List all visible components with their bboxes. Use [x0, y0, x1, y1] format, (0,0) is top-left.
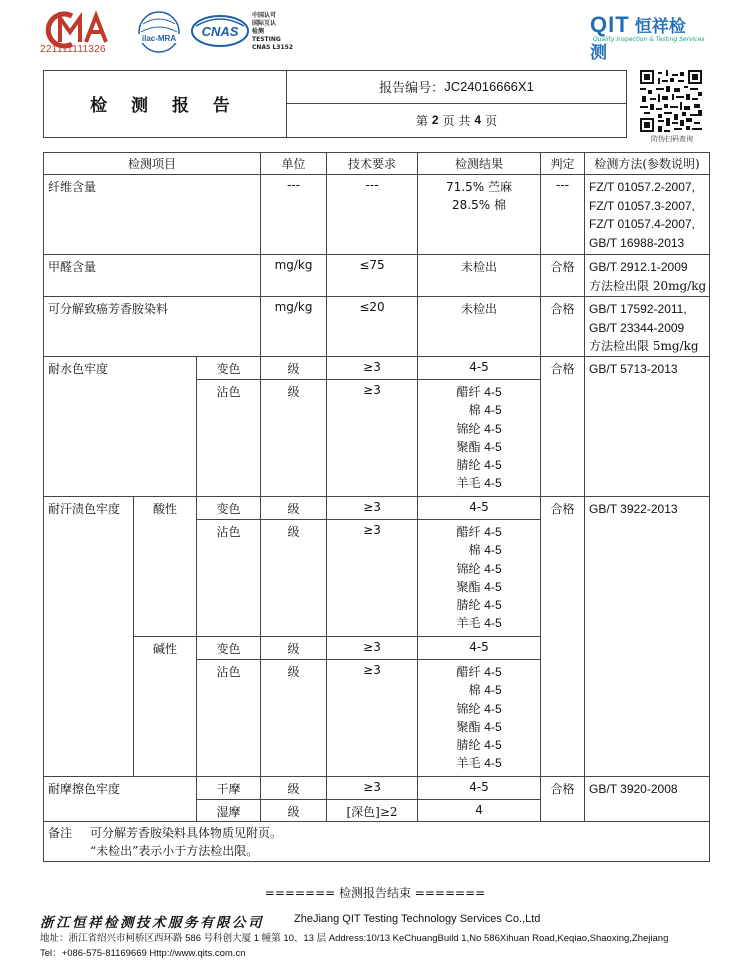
- notes-cell: [44, 822, 710, 862]
- method-cell: [585, 297, 710, 357]
- result-cell: 4: [418, 800, 541, 822]
- page-indicator: [287, 104, 626, 136]
- ilac-mra-logo: [133, 10, 185, 58]
- stain-item: [456, 523, 501, 541]
- item-fiber: 纤维含量: [44, 175, 261, 255]
- cnas-text: CNAS: [201, 24, 239, 39]
- stain-item: [456, 541, 501, 559]
- grade: 4-5: [484, 701, 502, 716]
- requirement-cell: ≥3: [327, 637, 418, 660]
- company-name-cn: 浙江恒祥检测技术服务有限公司: [40, 915, 264, 931]
- qit-name: 恒祥检测: [590, 17, 686, 63]
- grade: 4-5: [484, 439, 502, 454]
- subitem-alkali: 碱性: [134, 637, 197, 777]
- table-row: [44, 255, 710, 297]
- cma-number: 221111111326: [40, 44, 106, 55]
- method-line: FZ/T 01057.3-2007,: [589, 198, 695, 213]
- subitem-dry: 干摩: [197, 777, 261, 800]
- table-row: [44, 357, 710, 380]
- report-number: [287, 70, 626, 103]
- method-line: GB/T 23344-2009: [589, 320, 685, 335]
- fabric-name: 棉: [468, 403, 481, 418]
- fabric-name: 聚酯: [456, 719, 481, 734]
- company-address: 地址：浙江省绍兴市柯桥区西环路 586 号科创大厦 1 幢第 10、13 层 Address:10/13 KeChuangBuild 1,No 586Xihuan Road,Keqiao,Shaoxing,Zhejiang: [40, 933, 669, 944]
- requirement-cell: ≤75: [327, 255, 418, 297]
- method-line: GB/T 16988-2013: [589, 235, 685, 250]
- stain-item: [456, 420, 501, 438]
- stain-list: [456, 663, 501, 773]
- judgement-cell: 合格: [541, 777, 585, 822]
- page-total: 4: [474, 113, 482, 127]
- unit-cell: mg/kg: [261, 297, 327, 357]
- note-line: 可分解芳香胺染料具体物质见附页。: [90, 826, 283, 840]
- col-header-unit: 单位: [261, 153, 327, 175]
- cnas-logo: [190, 12, 250, 50]
- stain-item: [456, 681, 501, 699]
- fabric-name: 腈纶: [456, 738, 481, 753]
- col-header-result: 检测结果: [418, 153, 541, 175]
- grade: 4-5: [484, 665, 502, 679]
- requirement-cell: ≥3: [327, 497, 418, 520]
- stain-results: [418, 660, 541, 777]
- stain-item: [456, 401, 501, 419]
- unit-cell: 级: [261, 800, 327, 822]
- cnas-caption: [252, 12, 293, 52]
- notes-row: [44, 822, 710, 862]
- method-cell: GB/T 3922-2013: [585, 497, 710, 777]
- stain-results: [418, 380, 541, 497]
- judgement-cell: 合格: [541, 357, 585, 497]
- page-prefix: 第: [415, 113, 428, 128]
- ilac-text: ilac-MRA: [141, 34, 177, 43]
- fabric-name: 棉: [468, 543, 481, 558]
- fabric-name: 锦纶: [456, 421, 481, 436]
- grade: 4-5: [484, 719, 502, 734]
- requirement-cell: [深色]≥2: [327, 800, 418, 822]
- fabric-name: 羊毛: [456, 476, 481, 491]
- col-header-method: 检测方法(参数说明): [585, 153, 710, 175]
- stain-item: [456, 596, 501, 614]
- stain-results: [418, 520, 541, 637]
- subitem-stain: 沾色: [197, 380, 261, 497]
- unit-cell: 级: [261, 660, 327, 777]
- fiber-result: [418, 178, 540, 196]
- table-row: [44, 497, 710, 520]
- requirement-cell: ---: [327, 175, 418, 255]
- fiber-name: 苎麻: [488, 180, 513, 194]
- table-row: [44, 777, 710, 800]
- col-header-requirement: 技术要求: [327, 153, 418, 175]
- subitem-change: 变色: [197, 357, 261, 380]
- qr-code[interactable]: [640, 70, 702, 132]
- fabric-name: 锦纶: [456, 561, 481, 576]
- stain-item: [456, 560, 501, 578]
- report-end-marker: ======= 检测报告结束 =======: [264, 886, 486, 900]
- fabric-name: 醋纤: [456, 385, 481, 399]
- cnas-line: 检测: [252, 28, 265, 35]
- fiber-pct: 28.5%: [452, 198, 491, 213]
- report-title: 检 测 报 告: [90, 95, 239, 116]
- report-number-label: 报告编号：: [379, 81, 445, 96]
- stain-item: [456, 578, 501, 596]
- result-cell: [418, 175, 541, 255]
- col-header-judgement: 判定: [541, 153, 585, 175]
- grade: 4-5: [484, 385, 502, 399]
- fabric-name: 羊毛: [456, 756, 481, 771]
- fabric-name: 棉: [468, 683, 481, 698]
- fabric-name: 聚酯: [456, 579, 481, 594]
- judgement-cell: 合格: [541, 297, 585, 357]
- result-cell: 4-5: [418, 637, 541, 660]
- cnas-line: 中国认可: [252, 12, 277, 19]
- item-sweat-fastness: 耐汗渍色牢度: [44, 497, 134, 777]
- notes-label: 备注: [48, 826, 73, 840]
- grade: 4-5: [484, 403, 502, 418]
- stain-item: [456, 474, 501, 492]
- page-suffix: 页: [485, 113, 498, 128]
- result-cell: 未检出: [418, 297, 541, 357]
- table-row: [44, 175, 710, 255]
- cnas-line: TESTING: [252, 36, 281, 43]
- result-cell: 未检出: [418, 255, 541, 297]
- stain-list: [456, 523, 501, 633]
- company-contact: Tel：+086-575-81169669 Http://www.qits.com.cn: [40, 948, 246, 959]
- method-line: FZ/T 01057.2-2007,: [589, 180, 695, 194]
- fabric-name: 腈纶: [456, 458, 481, 473]
- fiber-result: [418, 196, 540, 214]
- requirement-cell: ≥3: [327, 380, 418, 497]
- cnas-line: CNAS L3152: [252, 44, 294, 51]
- unit-cell: mg/kg: [261, 255, 327, 297]
- item-rub-fastness: 耐摩擦色牢度: [44, 777, 197, 822]
- judgement-cell: 合格: [541, 255, 585, 297]
- col-header-item: 检测项目: [44, 153, 261, 175]
- stain-item: [456, 456, 501, 474]
- stain-item: [456, 383, 501, 401]
- grade: 4-5: [484, 579, 502, 594]
- method-cell: GB/T 3920-2008: [585, 777, 710, 822]
- requirement-cell: ≤20: [327, 297, 418, 357]
- grade: 4-5: [484, 458, 502, 473]
- result-cell: 4-5: [418, 357, 541, 380]
- item-formaldehyde: 甲醛含量: [44, 255, 261, 297]
- qr-caption: 防伪扫码查询: [651, 135, 693, 143]
- stain-item: [456, 754, 501, 772]
- fiber-name: 棉: [494, 198, 507, 213]
- grade: 4-5: [484, 543, 502, 558]
- subitem-change: 变色: [197, 497, 261, 520]
- fabric-name: 醋纤: [456, 525, 481, 539]
- grade: 4-5: [484, 561, 502, 576]
- company-name-en: ZheJiang QIT Testing Technology Services Co.,Ltd: [294, 913, 541, 925]
- fabric-name: 锦纶: [456, 701, 481, 716]
- stain-item: [456, 438, 501, 456]
- fabric-name: 羊毛: [456, 616, 481, 631]
- judgement-cell: 合格: [541, 497, 585, 777]
- subitem-stain: 沾色: [197, 520, 261, 637]
- table-row: [44, 297, 710, 357]
- stain-item: [456, 718, 501, 736]
- stain-list: [456, 383, 501, 493]
- method-line: GB/T 17592-2011,: [589, 302, 687, 316]
- method-note: 方法检出限 5mg/kg: [589, 339, 699, 353]
- judgement-cell: ---: [541, 175, 585, 255]
- method-cell: GB/T 5713-2013: [585, 357, 710, 497]
- requirement-cell: ≥3: [327, 357, 418, 380]
- grade: 4-5: [484, 683, 502, 698]
- report-number-value: JC24016666X1: [444, 79, 534, 94]
- cnas-line: 国际互认: [252, 20, 277, 27]
- method-note: 方法检出限 20mg/kg: [589, 278, 707, 293]
- requirement-cell: ≥3: [327, 660, 418, 777]
- fiber-pct: 71.5%: [446, 180, 485, 194]
- method-cell: [585, 255, 710, 297]
- requirement-cell: ≥3: [327, 520, 418, 637]
- page-current: 2: [431, 113, 439, 127]
- stain-item: [456, 614, 501, 632]
- page-mid: 页 共: [442, 113, 471, 128]
- requirement-cell: ≥3: [327, 777, 418, 800]
- subitem-wet: 湿摩: [197, 800, 261, 822]
- unit-cell: 级: [261, 520, 327, 637]
- stain-item: [456, 736, 501, 754]
- stain-item: [456, 663, 501, 681]
- fabric-name: 醋纤: [456, 665, 481, 679]
- grade: 4-5: [484, 421, 502, 436]
- unit-cell: 级: [261, 357, 327, 380]
- fabric-name: 聚酯: [456, 439, 481, 454]
- note-line: “未检出”表示小于方法检出限。: [90, 844, 259, 858]
- grade: 4-5: [484, 598, 502, 613]
- stain-item: [456, 700, 501, 718]
- grade: 4-5: [484, 756, 502, 771]
- grade: 4-5: [484, 476, 502, 491]
- table-header-row: [44, 153, 710, 175]
- grade: 4-5: [484, 616, 502, 631]
- unit-cell: 级: [261, 497, 327, 520]
- unit-cell: ---: [261, 175, 327, 255]
- unit-cell: 级: [261, 637, 327, 660]
- method-cell: [585, 175, 710, 255]
- qit-subtitle: Quality Inspection & Testing Services: [593, 36, 705, 43]
- subitem-stain: 沾色: [197, 660, 261, 777]
- fabric-name: 腈纶: [456, 598, 481, 613]
- qit-brand: QIT: [590, 12, 630, 37]
- result-cell: 4-5: [418, 777, 541, 800]
- subitem-change: 变色: [197, 637, 261, 660]
- unit-cell: 级: [261, 380, 327, 497]
- method-line: GB/T 2912.1-2009: [589, 260, 688, 274]
- subitem-acid: 酸性: [134, 497, 197, 637]
- item-azo: 可分解致癌芳香胺染料: [44, 297, 261, 357]
- notes-body: [90, 824, 282, 860]
- result-cell: 4-5: [418, 497, 541, 520]
- test-results-table: [43, 152, 710, 862]
- grade: 4-5: [484, 738, 502, 753]
- method-line: FZ/T 01057.4-2007,: [589, 217, 695, 231]
- unit-cell: 级: [261, 777, 327, 800]
- grade: 4-5: [484, 525, 502, 539]
- item-water-fastness: 耐水色牢度: [44, 357, 197, 497]
